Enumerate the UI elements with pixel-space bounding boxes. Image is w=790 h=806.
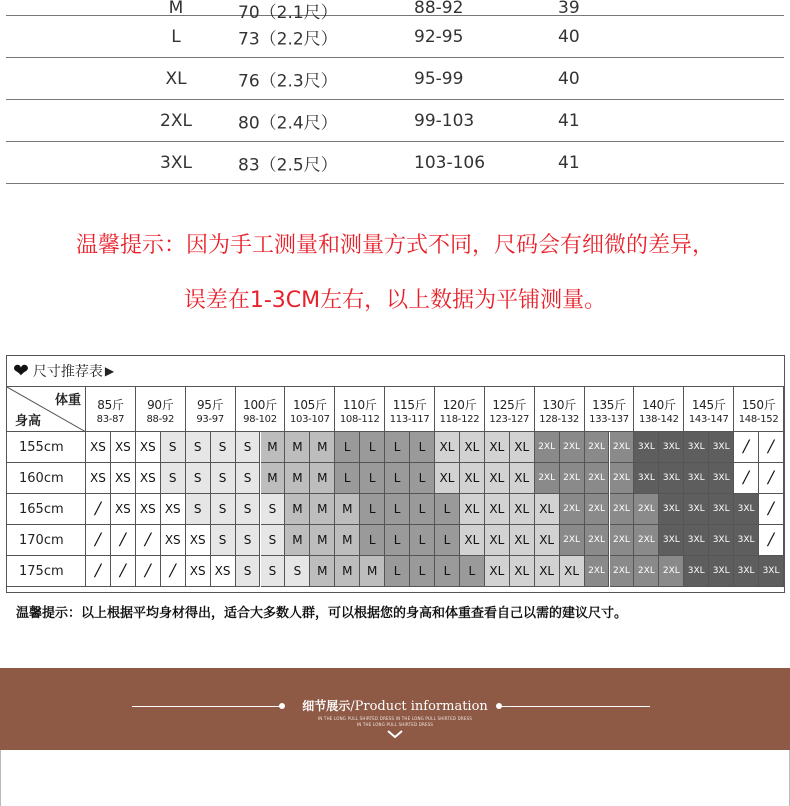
weight-range: 128-132 [539,414,579,425]
size-cell: 2XL [585,494,610,525]
recommend-title: 尺寸推荐表 [32,364,103,380]
size-cell: S [161,463,186,494]
size-cell: L [410,556,435,587]
size-cell: L [385,432,410,463]
detail-content-area [0,750,790,806]
size-cell: 3XL [734,494,759,525]
size-cell: XS [136,432,161,463]
size-cell: XL [485,525,510,556]
weight-kg: 150斤 [741,398,776,412]
banner-title [0,697,790,714]
size-cell: 2XL [634,556,659,587]
weight-kg: 110斤 [342,398,377,412]
size-cell: L [410,494,435,525]
size-cell: 2XL [535,432,560,463]
weight-range: 118-122 [439,414,480,425]
size-cell: M [285,432,310,463]
triangle-right-icon: ▶ [104,364,115,378]
size-cell: 2XL [535,463,560,494]
size-cell: M [310,556,335,587]
size-cell: 2XL [610,432,635,463]
size-cell: 3XL [634,463,659,494]
size-cell: S [161,432,186,463]
weight-range: 143-147 [688,414,729,425]
size-cell: L [385,525,410,556]
size-cell: 3XL [684,432,709,463]
size-cell: L [335,463,360,494]
corner-height-label: 身高 [15,414,42,429]
weight-kg: 105斤 [292,398,327,412]
size-cell: L [335,432,360,463]
size-cell: XS [136,494,161,525]
size-cell: XS [86,432,111,463]
size-cell: L [435,494,460,525]
size-cell: 3XL [634,432,659,463]
weight-header [335,387,385,432]
size-cell: 3XL [684,556,709,587]
weight-kg: 135斤 [592,398,626,412]
size-cell: 3XL [709,525,734,556]
size-cell: 3XL [709,494,734,525]
size-cell: XS [111,432,136,463]
table-corner [7,387,86,432]
size-cell: XL [510,525,535,556]
size-cell: S [211,432,236,463]
size-cell: XL [535,494,560,525]
size-cell: S [186,494,211,525]
recommend-title-bar [7,356,784,387]
weight-header [535,387,585,432]
size-cell: XL [435,432,460,463]
weight-range: 98-102 [243,414,277,425]
size-cell: M [335,494,360,525]
weight-range: 148-152 [738,414,779,425]
size-cell: / [86,556,111,587]
size-cell: S [211,463,236,494]
size-cell: XL [535,556,560,587]
size-cell: M [335,556,360,587]
weight-header [485,387,535,432]
size-cell: 2XL [560,494,585,525]
height-label: 165cm [7,494,86,525]
size-cell: / [734,432,759,463]
recommend-tip: 温馨提示：以上根据平均身材得出，适合大多数人群，可以根据您的身高和体重查看自己以需的建议尺寸。 [16,606,628,621]
warm-tip-line-2: 误差在1-3CM左右，以上数据为平铺测量。 [183,288,607,313]
size-cell: / [111,525,136,556]
size-recommend-table [6,355,785,593]
weight-kg: 95斤 [196,398,224,412]
size-cell: XL [435,463,460,494]
weight-range: 108-112 [339,414,380,425]
size-cell: XL [460,525,485,556]
size-cell: 2XL [560,525,585,556]
size-cell: L [360,525,385,556]
size-cell: XL [485,432,510,463]
size-cell: L [460,556,485,587]
size-cell: 3XL [709,556,734,587]
size-cell: S [186,463,211,494]
weight-header [435,387,485,432]
size-cell: 3XL [684,525,709,556]
size-cell: 2XL [634,494,659,525]
size-cell: S [211,525,236,556]
size-table [6,0,784,184]
size-cell: 2XL [585,463,610,494]
size-cell: XL [460,494,485,525]
weight-header [186,387,236,432]
size-cell: 3XL [709,463,734,494]
size-cell: L [410,525,435,556]
size-cell: XL [510,494,535,525]
weight-kg: 100斤 [243,398,277,412]
size-cell: M [261,463,286,494]
size-cell: M [310,494,335,525]
weight-kg: 125斤 [492,398,527,412]
size-cell: XS [211,556,236,587]
size-cell: 2XL [585,525,610,556]
size-cell: L [385,463,410,494]
size-row-partial: M 70（2.1尺） 88-92 39 [6,0,784,16]
size-cell: / [734,463,759,494]
size-cell: L [435,556,460,587]
weight-range: 103-107 [290,414,330,425]
size-cell: XS [86,463,111,494]
size-cell: XL [535,525,560,556]
size-cell: XS [186,525,211,556]
size-cell: S [186,432,211,463]
height-label: 155cm [7,432,86,463]
weight-kg: 140斤 [641,398,676,412]
size-cell: S [236,432,261,463]
size-cell: M [310,432,335,463]
size-cell: 3XL [659,494,684,525]
size-cell: 2XL [560,432,585,463]
weight-header [585,387,635,432]
size-cell: S [211,494,236,525]
weight-header [734,387,784,432]
size-cell: / [759,494,784,525]
size-cell: L [435,525,460,556]
weight-range: 123-127 [489,414,530,425]
size-cell: 3XL [709,432,734,463]
size-cell: 3XL [659,432,684,463]
size-cell: L [385,494,410,525]
size-cell: S [236,494,261,525]
weight-kg: 90斤 [147,398,174,412]
size-cell: XS [111,494,136,525]
heart-icon: ❤ [13,359,29,382]
size-cell: 2XL [659,556,684,587]
size-cell: / [136,525,161,556]
size-cell: 2XL [610,525,635,556]
size-cell: 3XL [659,525,684,556]
weight-kg: 120斤 [442,398,477,412]
size-cell: XS [136,463,161,494]
size-cell: 2XL [560,463,585,494]
size-cell: XS [161,525,186,556]
weight-range: 88-92 [146,414,175,425]
size-cell: M [261,432,286,463]
size-cell: 3XL [759,556,784,587]
weight-kg: 85斤 [97,398,124,412]
size-cell: XL [560,556,585,587]
size-cell: / [759,432,784,463]
size-cell: M [285,525,310,556]
banner-title-cn: 细节展示 [302,699,351,713]
weight-range: 133-137 [589,414,629,425]
size-cell: XL [460,432,485,463]
height-label: 170cm [7,525,86,556]
size-row: 3XL 83（2.5尺） 103-106 41 [6,142,784,184]
size-cell: 2XL [610,463,635,494]
detail-banner [0,668,790,750]
warm-tip-line-1: 温馨提示：因为手工测量和测量方式不同，尺码会有细微的差异， [75,233,714,258]
size-cell: 3XL [734,525,759,556]
size-cell: S [261,494,286,525]
size-cell: 2XL [585,432,610,463]
weight-range: 138-142 [639,414,679,425]
size-cell: L [360,463,385,494]
banner-subtitle-1: IN THE LONG PULL SHIRTED DRESS IN THE LONG PULL SHIRTED DRESS [317,716,473,721]
size-cell: XL [485,463,510,494]
weight-header [86,387,136,432]
size-cell: M [335,525,360,556]
size-cell: M [310,463,335,494]
weight-range: 93-97 [196,414,224,425]
size-cell: 2XL [634,525,659,556]
size-cell: S [236,556,261,587]
size-cell: XL [510,463,535,494]
banner-title-en: /Product information [350,699,488,714]
size-cell: / [111,556,136,587]
size-row: L 73（2.2尺） 92-95 40 [6,16,784,58]
size-cell: L [385,556,410,587]
size-cell: / [86,525,111,556]
size-cell: / [759,463,784,494]
size-cell: M [360,556,385,587]
size-cell: S [261,525,286,556]
size-cell: L [410,463,435,494]
size-cell: XL [485,556,510,587]
size-cell: 2XL [610,494,635,525]
weight-kg: 130斤 [542,398,576,412]
size-cell: XS [111,463,136,494]
size-cell: S [261,556,286,587]
weight-kg: 145斤 [691,398,726,412]
weight-header [285,387,335,432]
weight-header [236,387,286,432]
size-row: XL 76（2.3尺） 95-99 40 [6,58,784,100]
size-cell: XL [485,494,510,525]
height-label: 160cm [7,463,86,494]
size-cell: / [86,494,111,525]
size-cell: XS [186,556,211,587]
size-cell: / [136,556,161,587]
size-cell: L [410,432,435,463]
size-cell: M [285,494,310,525]
size-cell: XL [510,432,535,463]
size-cell: 3XL [684,463,709,494]
size-cell: S [236,463,261,494]
size-cell: 2XL [585,556,610,587]
size-cell: 3XL [684,494,709,525]
size-cell: L [360,432,385,463]
size-cell: XS [161,494,186,525]
weight-range: 113-117 [389,414,430,425]
size-cell: / [759,525,784,556]
weight-header [684,387,734,432]
size-cell: 2XL [610,556,635,587]
chevron-down-icon [387,730,403,739]
size-cell: M [285,463,310,494]
size-cell: M [310,525,335,556]
weight-range: 83-87 [96,414,125,425]
size-cell: 3XL [659,463,684,494]
size-cell: S [236,525,261,556]
weight-header [634,387,684,432]
corner-weight-label: 体重 [54,393,81,408]
banner-subtitle-2: IN THE LONG PULL SHIRTED DRESS [356,722,434,727]
weight-header [385,387,435,432]
size-row: 2XL 80（2.4尺） 99-103 41 [6,100,784,142]
size-cell: L [360,494,385,525]
size-cell: XL [510,556,535,587]
height-label: 175cm [7,556,86,587]
size-cell: S [285,556,310,587]
size-cell: / [161,556,186,587]
weight-header [136,387,186,432]
size-cell: 3XL [734,556,759,587]
size-cell: XL [460,463,485,494]
weight-kg: 115斤 [392,398,427,412]
